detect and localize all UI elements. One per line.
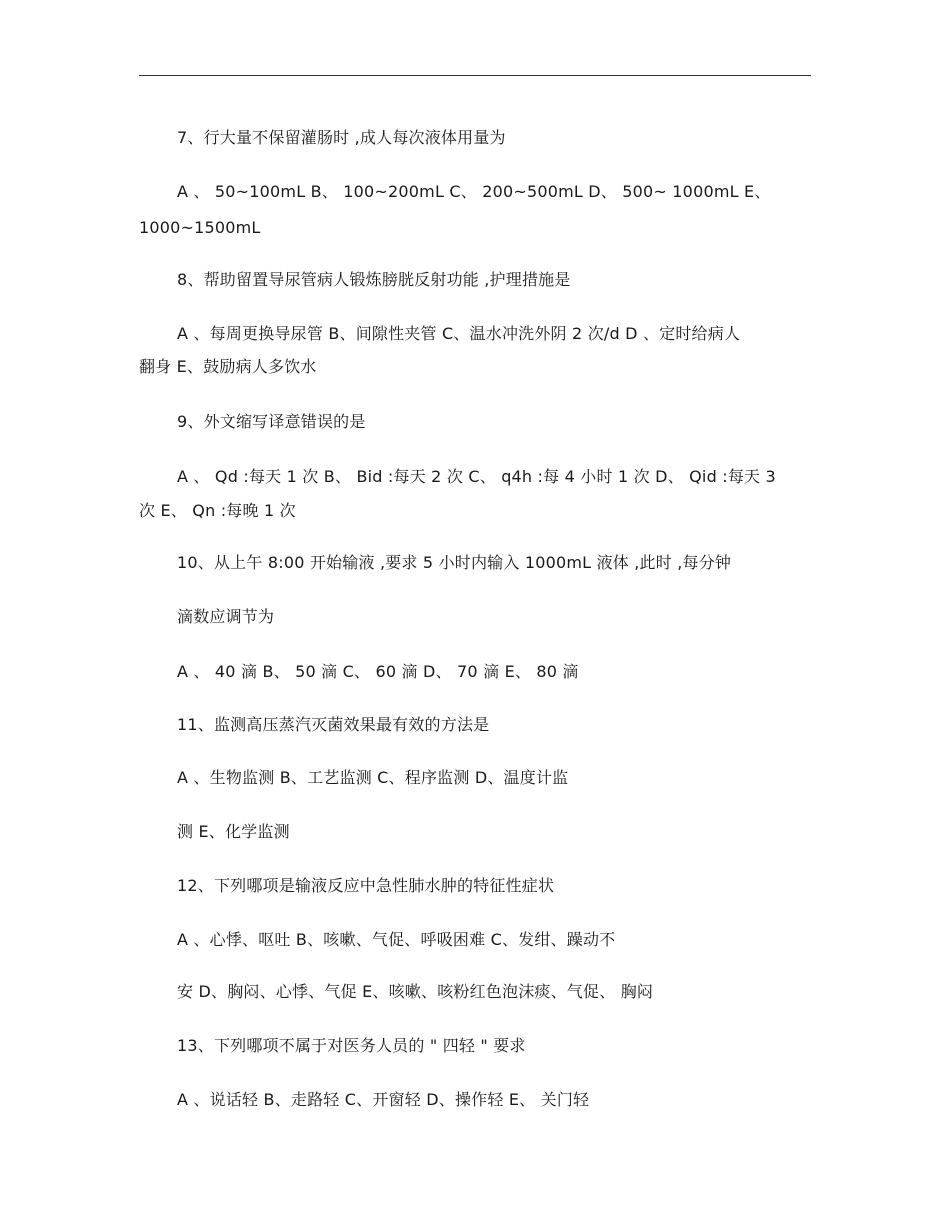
question-8-options-continued: 翻身 E、鼓励病人多饮水: [139, 357, 317, 376]
question-12-options-continued: 安 D、胸闷、心悸、气促 E、咳嗽、咳粉红色泡沫痰、气促、 胸闷: [177, 982, 654, 1001]
question-7-options: A 、 50~100mL B、 100~200mL C、 200~500mL D、 500~ 1000mL E、: [177, 182, 771, 201]
question-7-stem: 7、行大量不保留灌肠时 ,成人每次液体用量为: [177, 128, 506, 147]
question-11-stem: 11、监测高压蒸汽灭菌效果最有效的方法是: [177, 715, 490, 734]
question-7-options-continued: 1000~1500mL: [139, 218, 261, 237]
question-12-stem: 12、下列哪项是输液反应中急性肺水肿的特征性症状: [177, 876, 555, 895]
question-11-options-continued: 测 E、化学监测: [177, 822, 290, 841]
question-9-options: A 、 Qd :每天 1 次 B、 Bid :每天 2 次 C、 q4h :每 4 小时 1 次 D、 Qid :每天 3: [177, 467, 776, 486]
question-11-options: A 、生物监测 B、工艺监测 C、程序监测 D、温度计监: [177, 768, 569, 787]
header-rule: [139, 75, 811, 76]
question-10-options: A 、 40 滴 B、 50 滴 C、 60 滴 D、 70 滴 E、 80 滴: [177, 662, 579, 681]
question-8-stem: 8、帮助留置导尿管病人锻炼膀胱反射功能 ,护理措施是: [177, 270, 571, 289]
question-13-options: A 、说话轻 B、走路轻 C、开窗轻 D、操作轻 E、 关门轻: [177, 1090, 590, 1109]
question-10-stem: 10、从上午 8:00 开始输液 ,要求 5 小时内输入 1000mL 液体 ,此时 ,每分钟: [177, 553, 732, 572]
question-13-stem: 13、下列哪项不属于对医务人员的 " 四轻 " 要求: [177, 1036, 526, 1055]
question-9-stem: 9、外文缩写译意错误的是: [177, 412, 366, 431]
question-12-options: A 、心悸、呕吐 B、咳嗽、气促、呼吸困难 C、发绀、躁动不: [177, 930, 616, 949]
question-8-options: A 、每周更换导尿管 B、间隙性夹管 C、温水冲洗外阴 2 次/d D 、定时给病人: [177, 324, 741, 343]
question-9-options-continued: 次 E、 Qn :每晚 1 次: [139, 501, 296, 520]
question-10-stem-continued: 滴数应调节为: [177, 607, 275, 626]
